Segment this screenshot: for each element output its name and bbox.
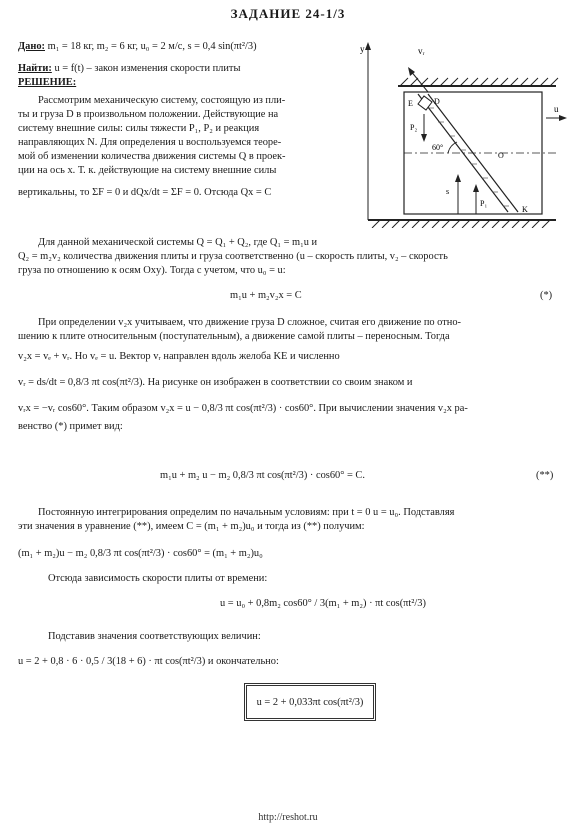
mechanism-figure	[358, 38, 568, 228]
text-line: vᵣx = −vᵣ cos60°. Таким образом v₂x = u − 0,8/3 πt cos(πt²/3) · cos60°. При вычислении значения v₂x ра-	[18, 403, 468, 414]
equation-5: u = 2 + 0,8 · 6 · 0,5 / 3(18 + 6) · πt cos(πt²/3) и окончательно:	[18, 656, 279, 667]
equation-3: (m₁ + m₂)u − m₂ 0,8/3 πt cos(πt²/3) · cos60° = (m₁ + m₂)u₀	[18, 548, 263, 559]
text-line: Постоянную интегрирования определим по начальным условиям: при t = 0 u = u₀. Подставляя	[38, 507, 455, 518]
s-arrow-head-icon	[455, 174, 461, 182]
given-line	[18, 40, 348, 54]
text-line: v₂x = vₑ + vᵣ. Но vₑ = u. Вектор vᵣ направлен вдоль желоба KE и численно	[18, 351, 340, 362]
text-line: шению к плите относительным (поступательным), а движение самой плиты – переносным. Тогда	[18, 331, 450, 342]
given-label: Дано:	[18, 41, 45, 52]
text-line: Q₂ = m₂v₂ количества движения плиты и груза соответственно (u – скорость плиты, v₂ – скорость	[18, 251, 448, 262]
label-k: K	[522, 205, 528, 214]
label-p1: P₁	[480, 199, 488, 208]
equation-4: u = u₀ + 0,8m₂ cos60° / 3(m₁ + m₂) · πt cos(πt²/3)	[220, 598, 426, 609]
paragraph-1	[18, 94, 348, 200]
label-u: u	[554, 104, 559, 114]
solution-label: РЕШЕНИЕ:	[18, 77, 77, 88]
answer-box	[244, 683, 376, 721]
top-hatch	[400, 78, 558, 86]
y-axis-label: y	[360, 44, 365, 54]
text-line: Для данной механической системы Q = Q₁ + Q₂, где Q₁ = m₁u и	[38, 237, 318, 248]
answer-formula: u = 2 + 0,033πt cos(πt²/3)	[256, 696, 364, 708]
equation-2: m₁u + m₂ u − m₂ 0,8/3 πt cos(πt²/3) · cos60° = C.	[160, 470, 365, 481]
paragraph-4	[18, 506, 563, 534]
paragraph-2	[18, 236, 563, 278]
label-p2: P₂	[410, 123, 418, 132]
y-axis-arrow-icon	[365, 42, 371, 50]
equation-2-tag: (**)	[536, 470, 554, 481]
u-arrow-head-icon	[559, 115, 567, 121]
text-line: При определении v₂x учитываем, что движение груза D сложное, считая его движение по отно-	[38, 317, 461, 328]
paragraph-3	[18, 316, 563, 434]
paragraph-6: Подставив значения соответствующих величин:	[48, 631, 261, 642]
paragraph-5: Отсюда зависимость скорости плиты от времени:	[48, 573, 268, 584]
text-line: систему внешние силы: силы тяжести P₁, P₂ и реакция	[18, 123, 260, 134]
find-label: Найти:	[18, 63, 52, 74]
p1-arrow-head-icon	[473, 184, 479, 192]
text-line: ты и груза D в произвольном положении. Действующие на	[18, 109, 279, 120]
footer-link[interactable]: http://reshot.ru	[258, 812, 318, 823]
text-line: вертикальны, то ΣF = 0 и dQx/dt = ΣF = 0. Отсюда Qx = C	[18, 187, 272, 198]
equation-1-tag: (*)	[540, 290, 553, 301]
text-line: эти значения в уравнение (**), имеем C = (m₁ + m₂)u₀ и тогда из (**) получим:	[18, 521, 365, 532]
page-title: ЗАДАНИЕ 24-1/3	[230, 6, 346, 21]
label-60: 60°	[432, 143, 444, 152]
label-s: s	[446, 187, 450, 196]
equation-1: m₁u + m₂v₂x = C	[230, 290, 302, 301]
text-line: ции на ось x. Т. к. действующие на систему внешние силы	[18, 165, 277, 176]
text-line: мой об изменении количества движения системы Q в проек-	[18, 151, 286, 162]
find-line	[18, 62, 348, 76]
label-o: O	[498, 151, 504, 160]
p2-arrow-head-icon	[421, 134, 427, 142]
bottom-hatch	[372, 220, 550, 228]
text-line: направляющих N. Для определения u воспользуемся теоре-	[18, 137, 282, 148]
label-vr: vᵣ	[418, 46, 425, 56]
text-line: Рассмотрим механическую систему, состоящую из пли-	[38, 95, 286, 106]
text-line: венство (*) примет вид:	[18, 421, 123, 432]
label-e: E	[408, 99, 413, 108]
find-text: u = f(t) – закон изменения скорости плиты	[54, 63, 241, 74]
given-text: m₁ = 18 кг, m₂ = 6 кг, u₀ = 2 м/с, s = 0,4 sin(πt²/3)	[47, 41, 257, 52]
text-line: груза по отношению к осям Oxy). Тогда с учетом, что u₀ = u:	[18, 265, 286, 276]
text-line: vᵣ = ds/dt = 0,8/3 πt cos(πt²/3). На рисунке он изображен в соответствии со своим знаком и	[18, 377, 413, 388]
label-d: D	[434, 97, 440, 106]
